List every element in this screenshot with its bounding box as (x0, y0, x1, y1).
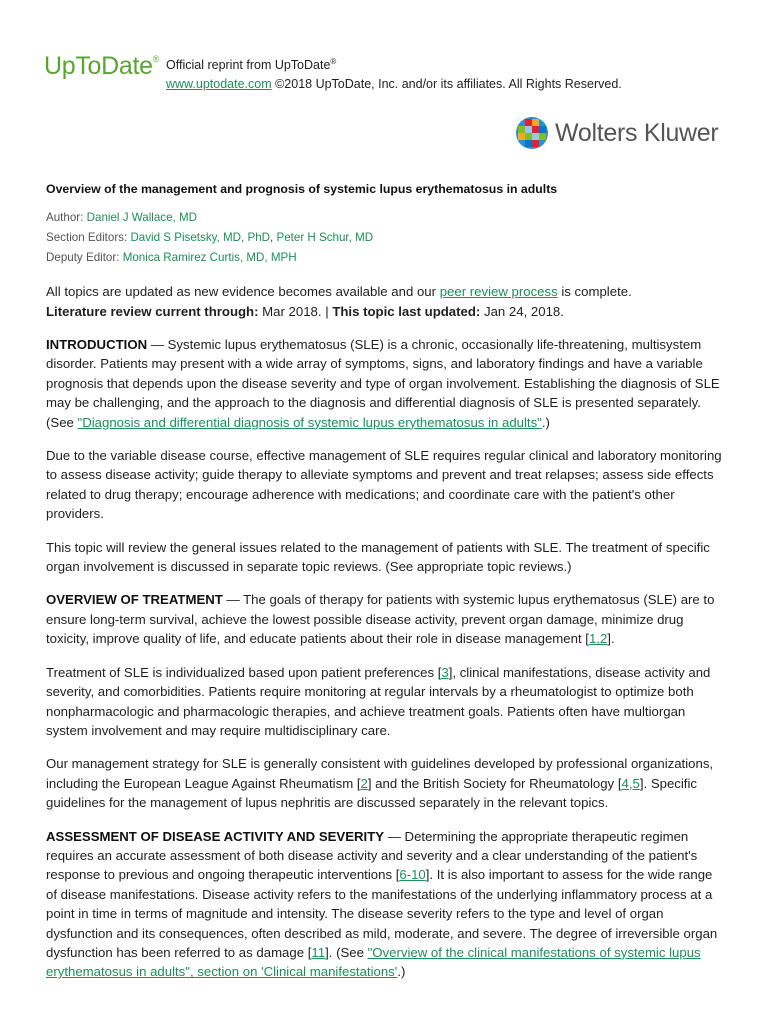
individualized-paragraph (46, 663, 726, 741)
lit-review-label: Literature review current through: (46, 303, 259, 319)
introduction-paragraph (46, 335, 726, 432)
guidelines-text-3: ]. Specific guidelines for the management of lupus nephritis are discussed separately in the relevant topics. (46, 775, 697, 811)
reference-link[interactable]: 11 (311, 944, 326, 960)
update-text-2: is complete. (557, 284, 632, 299)
individualized-text-1: Treatment of SLE is individualized based upon patient preferences [ (46, 664, 442, 680)
scope-paragraph: This topic will review the general issues related to the management of patients with SLE. The treatment of specific organ involvement is discussed in separate topic reviews. (See appropriate topic reviews.) (46, 539, 710, 575)
author-link[interactable]: Daniel J Wallace, MD (86, 211, 198, 224)
overview-end: ]. (607, 631, 615, 647)
section-editors-label: Section Editors: (46, 231, 128, 244)
wolters-kluwer-icon (515, 116, 549, 150)
copyright-line (166, 75, 622, 94)
section-editor-link-1[interactable]: David S Pisetsky, MD, PhD (130, 231, 271, 244)
diagnosis-topic-link[interactable]: "Diagnosis and differential diagnosis of systemic lupus erythematosus in adults" (77, 414, 542, 430)
site-link[interactable]: www.uptodate.com (166, 77, 272, 92)
reprint-text: Official reprint from UpToDate (166, 58, 331, 73)
deputy-editor-label: Deputy Editor: (46, 251, 120, 264)
deputy-editor-line (46, 248, 726, 268)
author-label: Author: (46, 211, 84, 224)
update-notice (46, 282, 726, 321)
introduction-heading: INTRODUCTION (46, 337, 148, 352)
section-editors-line (46, 228, 726, 248)
monitoring-paragraph: Due to the variable disease course, effective management of SLE requires regular clinical and laboratory monitoring to assess disease activity; guide therapy to alleviate symptoms and prevent and treat relapses; assess side effects related to drug therapy; encourage adherence with medications; and coordinate care with the patient's other providers. (46, 448, 722, 522)
page-header (0, 0, 768, 170)
assessment-end: .) (397, 964, 406, 980)
reprint-mark: ® (330, 57, 337, 66)
article-meta (46, 208, 726, 268)
overview-paragraph (46, 590, 726, 648)
reference-link[interactable]: 1,2 (588, 631, 608, 647)
uptodate-logo-mark: ® (152, 54, 160, 64)
peer-review-link[interactable]: peer review process (439, 284, 558, 299)
guidelines-text-1: Our management strategy for SLE is generally consistent with guidelines developed by professional organizations, including the European League Against Rheumatism [ (46, 756, 714, 791)
author-line (46, 208, 726, 228)
clinical-manifestations-topic-link[interactable]: "Overview of the clinical manifestations of systemic lupus erythematosus in adults", section on 'Clinical manifestations' (46, 944, 701, 980)
update-text-1: All topics are updated as new evidence becomes available and our (46, 284, 440, 299)
review-dates-line (46, 302, 726, 322)
wolters-kluwer-logo (515, 116, 718, 150)
update-line (46, 282, 726, 302)
assessment-paragraph (46, 827, 726, 982)
reference-link[interactable]: 6-10 (399, 867, 426, 883)
reference-link[interactable]: 2 (360, 775, 368, 791)
lit-review-value: Mar 2018. | (258, 303, 333, 319)
overview-text: — The goals of therapy for patients with systemic lupus erythematosus (SLE) are to ensure long-term survival, achieve the lowest possible disease activity, prevent organ damage, minimize drug toxicity, improve quality of life, and educate patients about their role in disease management [ (46, 592, 715, 647)
assessment-text-3: ]. (See (325, 944, 368, 960)
reference-link[interactable]: 4,5 (621, 775, 640, 791)
copyright-text: ©2018 UpToDate, Inc. and/or its affiliates. All Rights Reserved. (271, 77, 622, 92)
wolters-kluwer-text: Wolters Kluwer (555, 118, 719, 147)
section-editor-separator: , (270, 231, 277, 244)
overview-heading: OVERVIEW OF TREATMENT (46, 592, 223, 608)
reprint-line (166, 52, 622, 75)
introduction-end: .) (541, 414, 550, 430)
article-title: Overview of the management and prognosis of systemic lupus erythematosus in adults (46, 182, 558, 196)
article-content (46, 181, 726, 982)
reprint-notice (166, 52, 622, 94)
uptodate-logo-text: UpToDate (44, 52, 153, 80)
introduction-text: — Systemic lupus erythematosus (SLE) is a chronic, occasionally life-threatening, multisystem disorder. Patients may present with a wide array of symptoms, signs, and laboratory findings and have a variable prognosis that depends upon the disease severity and type of organ involvement. Establishing the diagnosis of SLE may be challenging, and the approach to the diagnosis and differential diagnosis of SLE is presented separately. (See (46, 337, 720, 430)
assessment-text-2: ]. It is also important to assess for the wide range of disease manifestations. Disease activity refers to the manifestations of the underlying inflammatory process at a point in time in terms of magnitude and intensity. The disease severity refers to the type and level of organ dysfunction and its consequences, often described as mild, moderate, and severe. The degree of irreversible organ dysfunction has been referred to as damage [ (46, 867, 718, 960)
last-updated-label: This topic last updated: (332, 303, 481, 319)
section-editor-link-2[interactable]: Peter H Schur, MD (276, 231, 374, 244)
deputy-editor-link[interactable]: Monica Ramirez Curtis, MD, MPH (122, 251, 297, 264)
guidelines-paragraph (46, 754, 726, 812)
assessment-text-1: — Determining the appropriate therapeutic regimen requires an accurate assessment of both disease activity and severity and a clear understanding of the patient's response to previous and ongoing therapeutic interventions [ (46, 828, 698, 883)
guidelines-text-2: ] and the British Society for Rheumatology [ (367, 775, 622, 791)
assessment-heading: ASSESSMENT OF DISEASE ACTIVITY AND SEVERITY (46, 828, 385, 844)
uptodate-logo[interactable] (44, 52, 159, 81)
individualized-text-2: ], clinical manifestations, disease activity and severity, and comorbidities. Patients require monitoring at regular intervals by a rheumatologist to optimize both nonpharmacologic and pharmacologic therapies, and achieve treatment goals. Patients often have multiorgan system involvement and may require multidisciplinary care. (46, 664, 711, 738)
last-updated-value: Jan 24, 2018. (480, 303, 564, 319)
reference-link[interactable]: 3 (441, 664, 449, 680)
